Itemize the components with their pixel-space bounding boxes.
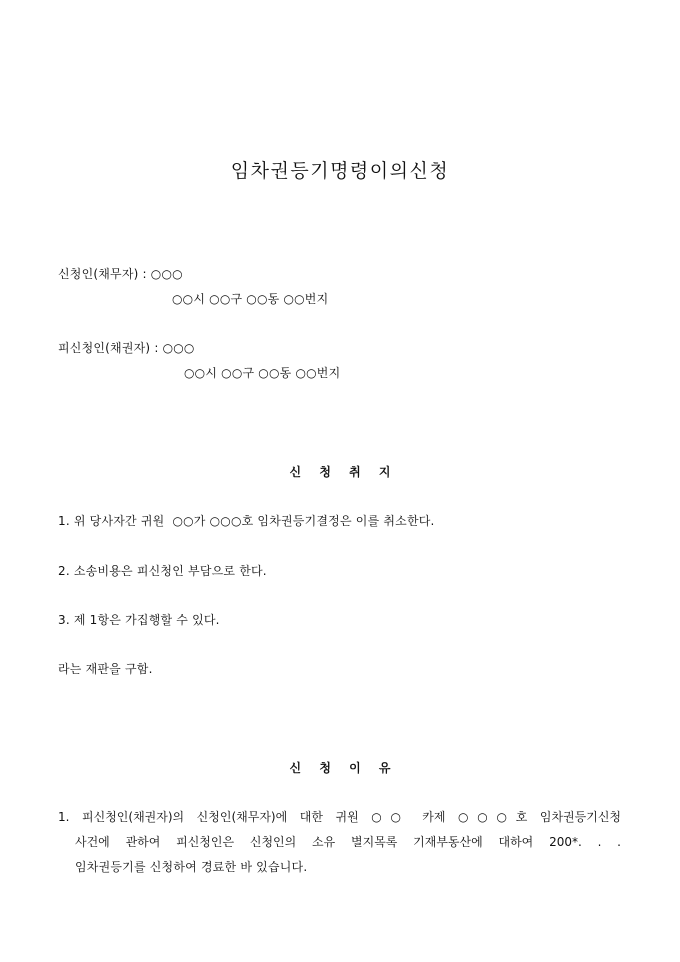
applicant-label: 신청인(채무자) : ○○○	[58, 267, 183, 281]
reason-item-1-line-2: 사건에 관하여 피신청인은 신청인의 소유 별지목록 기재부동산에 대하여 200*. . .	[75, 835, 621, 849]
purpose-item-3: 3. 제 1항은 가집행할 수 있다.	[58, 613, 220, 627]
reason-item-1-line-1: 1. 피신청인(채권자)의 신청인(채무자)에 대한 귀원 ○○ 카제 ○○○호 임차권등기신청	[58, 810, 621, 824]
applicant-address: ○○시 ○○구 ○○동 ○○번지	[172, 292, 329, 306]
respondent-address: ○○시 ○○구 ○○동 ○○번지	[184, 366, 341, 380]
reason-heading: 신 청 이 유	[289, 761, 391, 775]
reason-item-1-line-3: 임차권등기를 신청하여 경료한 바 있습니다.	[75, 860, 308, 874]
purpose-item-2: 2. 소송비용은 피신청인 부담으로 한다.	[58, 564, 267, 578]
document-title: 임차권등기명령이의신청	[230, 160, 450, 182]
purpose-item-1: 1. 위 당사자간 귀원 ○○가 ○○○호 임차권등기결정은 이를 취소한다.	[58, 514, 435, 528]
purpose-heading: 신 청 취 지	[289, 465, 391, 479]
respondent-label: 피신청인(채권자) : ○○○	[58, 341, 195, 355]
purpose-closing: 라는 재판을 구함.	[58, 662, 153, 676]
